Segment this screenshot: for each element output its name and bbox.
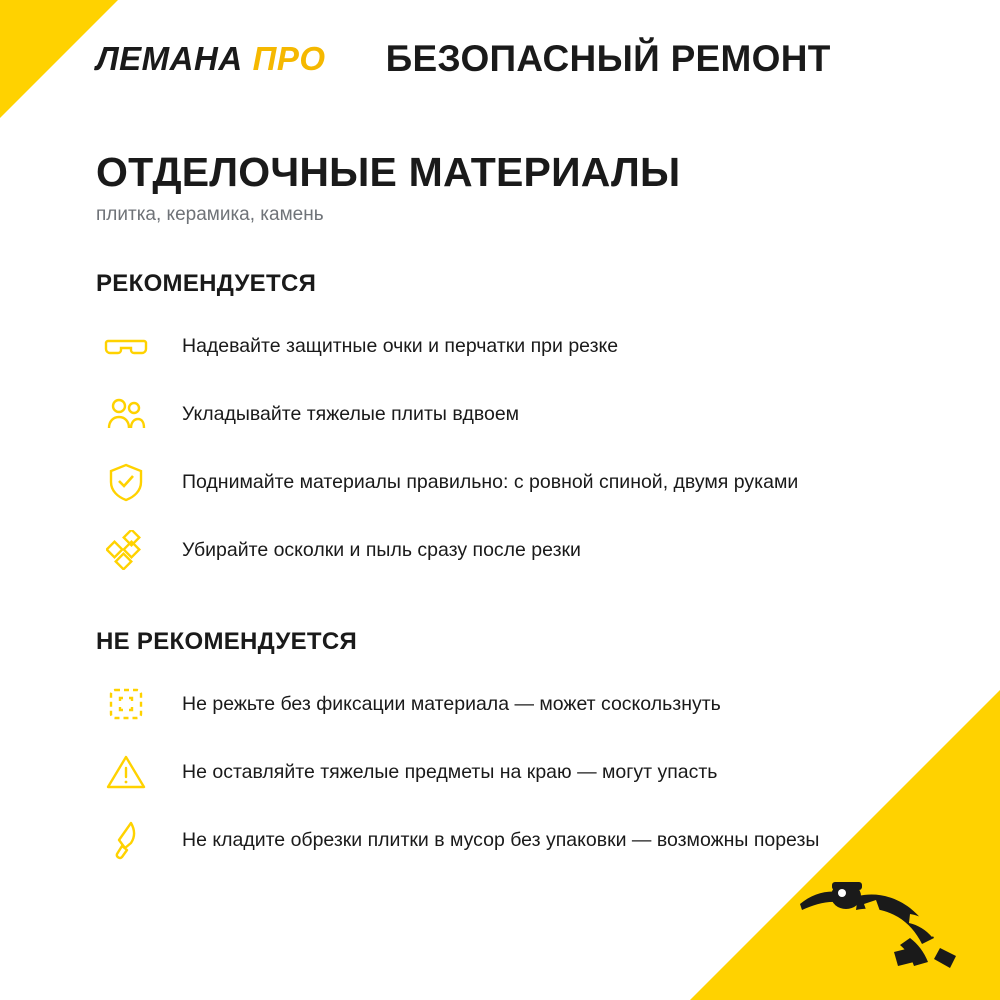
recommended-heading: РЕКОМЕНДУЕТСЯ: [96, 270, 317, 298]
list-item-text: Не оставляйте тяжелые предметы на краю — могут упасть: [182, 761, 718, 784]
list-item-text: Убирайте осколки и пыль сразу после резки: [182, 539, 581, 562]
knife-icon: [96, 818, 156, 862]
dashed-frame-icon: [96, 682, 156, 726]
list-item-text: Надевайте защитные очки и перчатки при резке: [182, 335, 619, 358]
list-item-text: Не режьте без фиксации материала — может соскользнуть: [182, 693, 721, 716]
list-item-text: Укладывайте тяжелые плиты вдвоем: [182, 403, 520, 426]
list-item: [96, 460, 904, 504]
list-item: [96, 528, 904, 572]
shield-check-icon: [96, 460, 156, 504]
main-content: [0, 118, 1000, 862]
diamond-cluster-icon: [96, 528, 156, 572]
page-title: ОТДЕЛОЧНЫЕ МАТЕРИАЛЫ: [96, 149, 681, 195]
brand-logo: [96, 40, 326, 78]
list-item-text: Поднимайте материалы правильно: с ровной спиной, двумя руками: [182, 471, 799, 494]
page-header: [0, 0, 1000, 118]
list-item: [96, 682, 904, 726]
header-title: БЕЗОПАСНЫЙ РЕМОНТ: [385, 38, 831, 79]
list-item: [96, 750, 904, 794]
brand-logo-main: ЛЕМАНА: [96, 40, 243, 77]
list-item: [96, 818, 904, 862]
list-item-text: Не кладите обрезки плитки в мусор без упаковки — возможны порезы: [182, 829, 820, 852]
list-item: [96, 392, 904, 436]
safety-goggles-icon: [96, 324, 156, 368]
two-people-icon: [96, 392, 156, 436]
warning-triangle-icon: [96, 750, 156, 794]
brand-logo-pro: ПРО: [252, 40, 326, 77]
flying-worker-mascot: [790, 852, 980, 972]
list-item: [96, 324, 904, 368]
not-recommended-heading: НЕ РЕКОМЕНДУЕТСЯ: [96, 628, 358, 656]
page-subtitle: плитка, керамика, камень: [96, 204, 324, 226]
